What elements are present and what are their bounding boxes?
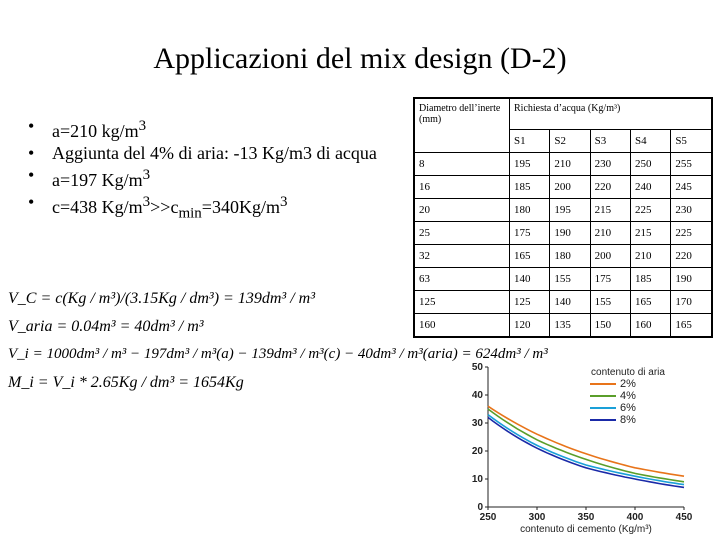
- value-cell: 185: [510, 176, 550, 199]
- value-cell: 180: [550, 245, 590, 268]
- legend-label: 4%: [620, 390, 636, 402]
- water-requirement-table: [413, 97, 713, 338]
- value-cell: 165: [671, 314, 712, 338]
- x-axis-label: contenuto di cemento (Kg/m³): [520, 524, 652, 535]
- value-cell: 230: [671, 199, 712, 222]
- diameter-cell: 16: [414, 176, 510, 199]
- value-cell: 220: [671, 245, 712, 268]
- bullet-cement: • c=438 $Kg/m^3>>c_{min}=340Kg/m^3$: [28, 192, 408, 224]
- slide-title: Applicazioni del mix design (D-2): [153, 42, 567, 75]
- diameter-cell: 20: [414, 199, 510, 222]
- legend-label: 6%: [620, 402, 636, 414]
- value-cell: 195: [550, 199, 590, 222]
- table-row: [414, 268, 712, 291]
- x-tick-label: 450: [675, 512, 693, 523]
- x-tick-label: 400: [626, 512, 644, 523]
- diameter-cell: 63: [414, 268, 510, 291]
- value-cell: 215: [630, 222, 670, 245]
- table-row: [414, 153, 712, 176]
- y-tick-label: 10: [471, 474, 483, 485]
- formula-vi: V_i = 1000dm³ / m³ − 197dm³ / m³(a) − 139dm³ / m³(c) − 40dm³ / m³(aria) = 624dm³ / m³: [8, 346, 548, 362]
- x-tick-label: 300: [528, 512, 546, 523]
- class-header: S1: [510, 130, 550, 153]
- diameter-cell: 25: [414, 222, 510, 245]
- value-cell: 215: [590, 199, 630, 222]
- value-cell: 225: [671, 222, 712, 245]
- value-cell: 225: [630, 199, 670, 222]
- y-tick-label: 50: [471, 362, 483, 373]
- value-cell: 200: [590, 245, 630, 268]
- value-cell: 165: [510, 245, 550, 268]
- value-cell: 165: [630, 291, 670, 314]
- table-row: [414, 245, 712, 268]
- table-row: [414, 176, 712, 199]
- value-cell: 155: [550, 268, 590, 291]
- chart-lines: [488, 406, 684, 487]
- value-cell: 175: [510, 222, 550, 245]
- value-cell: 250: [630, 153, 670, 176]
- value-cell: 210: [590, 222, 630, 245]
- table-body: [414, 153, 712, 338]
- value-cell: 190: [550, 222, 590, 245]
- value-cell: 210: [550, 153, 590, 176]
- value-cell: 155: [590, 291, 630, 314]
- water-vs-cement-chart: [440, 355, 700, 535]
- value-cell: 255: [671, 153, 712, 176]
- y-tick-label: 0: [477, 502, 483, 513]
- value-cell: 210: [630, 245, 670, 268]
- bullet-list: [28, 116, 408, 226]
- formula-mi: M_i = V_i * 2.65Kg / dm³ = 1654Kg: [8, 374, 244, 391]
- value-cell: 230: [590, 153, 630, 176]
- bullet-water: • a=210 $kg/m^3$: [28, 116, 408, 141]
- value-cell: 135: [550, 314, 590, 338]
- value-cell: 240: [630, 176, 670, 199]
- value-cell: 220: [590, 176, 630, 199]
- x-tick-label: 250: [479, 512, 497, 523]
- diameter-cell: 160: [414, 314, 510, 338]
- x-tick-label: 350: [577, 512, 595, 523]
- series-line-6pct: [488, 415, 684, 485]
- formula-varia: V_aria = 0.04m³ = 40dm³ / m³: [8, 318, 204, 335]
- bullet-water-corrected: • a=197 $Kg/m^3$: [28, 165, 408, 190]
- value-cell: 245: [671, 176, 712, 199]
- class-header: S3: [590, 130, 630, 153]
- table-row: [414, 314, 712, 338]
- class-header: S5: [671, 130, 712, 153]
- value-cell: 140: [550, 291, 590, 314]
- value-cell: 120: [510, 314, 550, 338]
- legend-label: 8%: [620, 414, 636, 426]
- col-header-water: Richiesta d’acqua (Kg/m³): [510, 98, 713, 130]
- col-header-diameter: Diametro dell’inerte (mm): [414, 98, 510, 153]
- legend-title: contenuto di aria: [591, 367, 665, 378]
- y-tick-label: 30: [471, 418, 483, 429]
- table-row: [414, 199, 712, 222]
- diameter-cell: 8: [414, 153, 510, 176]
- value-cell: 185: [630, 268, 670, 291]
- bullet-air: • Aggiunta del 4% di aria: -13 Kg/m3 di acqua: [28, 143, 408, 163]
- y-tick-label: 40: [471, 390, 483, 401]
- value-cell: 200: [550, 176, 590, 199]
- value-cell: 125: [510, 291, 550, 314]
- y-tick-label: 20: [471, 446, 483, 457]
- class-header: S2: [550, 130, 590, 153]
- value-cell: 195: [510, 153, 550, 176]
- value-cell: 180: [510, 199, 550, 222]
- table-row: [414, 291, 712, 314]
- formula-vc: V_C = c(Kg / m³)/(3.15Kg / dm³) = 139dm³ / m³: [8, 290, 315, 307]
- diameter-cell: 32: [414, 245, 510, 268]
- class-header: S4: [630, 130, 670, 153]
- table-row: [414, 222, 712, 245]
- value-cell: 150: [590, 314, 630, 338]
- diameter-cell: 125: [414, 291, 510, 314]
- value-cell: 190: [671, 268, 712, 291]
- value-cell: 175: [590, 268, 630, 291]
- value-cell: 170: [671, 291, 712, 314]
- chart-legend: [590, 367, 665, 426]
- value-cell: 160: [630, 314, 670, 338]
- legend-label: 2%: [620, 378, 636, 390]
- value-cell: 140: [510, 268, 550, 291]
- chart-axes: [472, 362, 693, 535]
